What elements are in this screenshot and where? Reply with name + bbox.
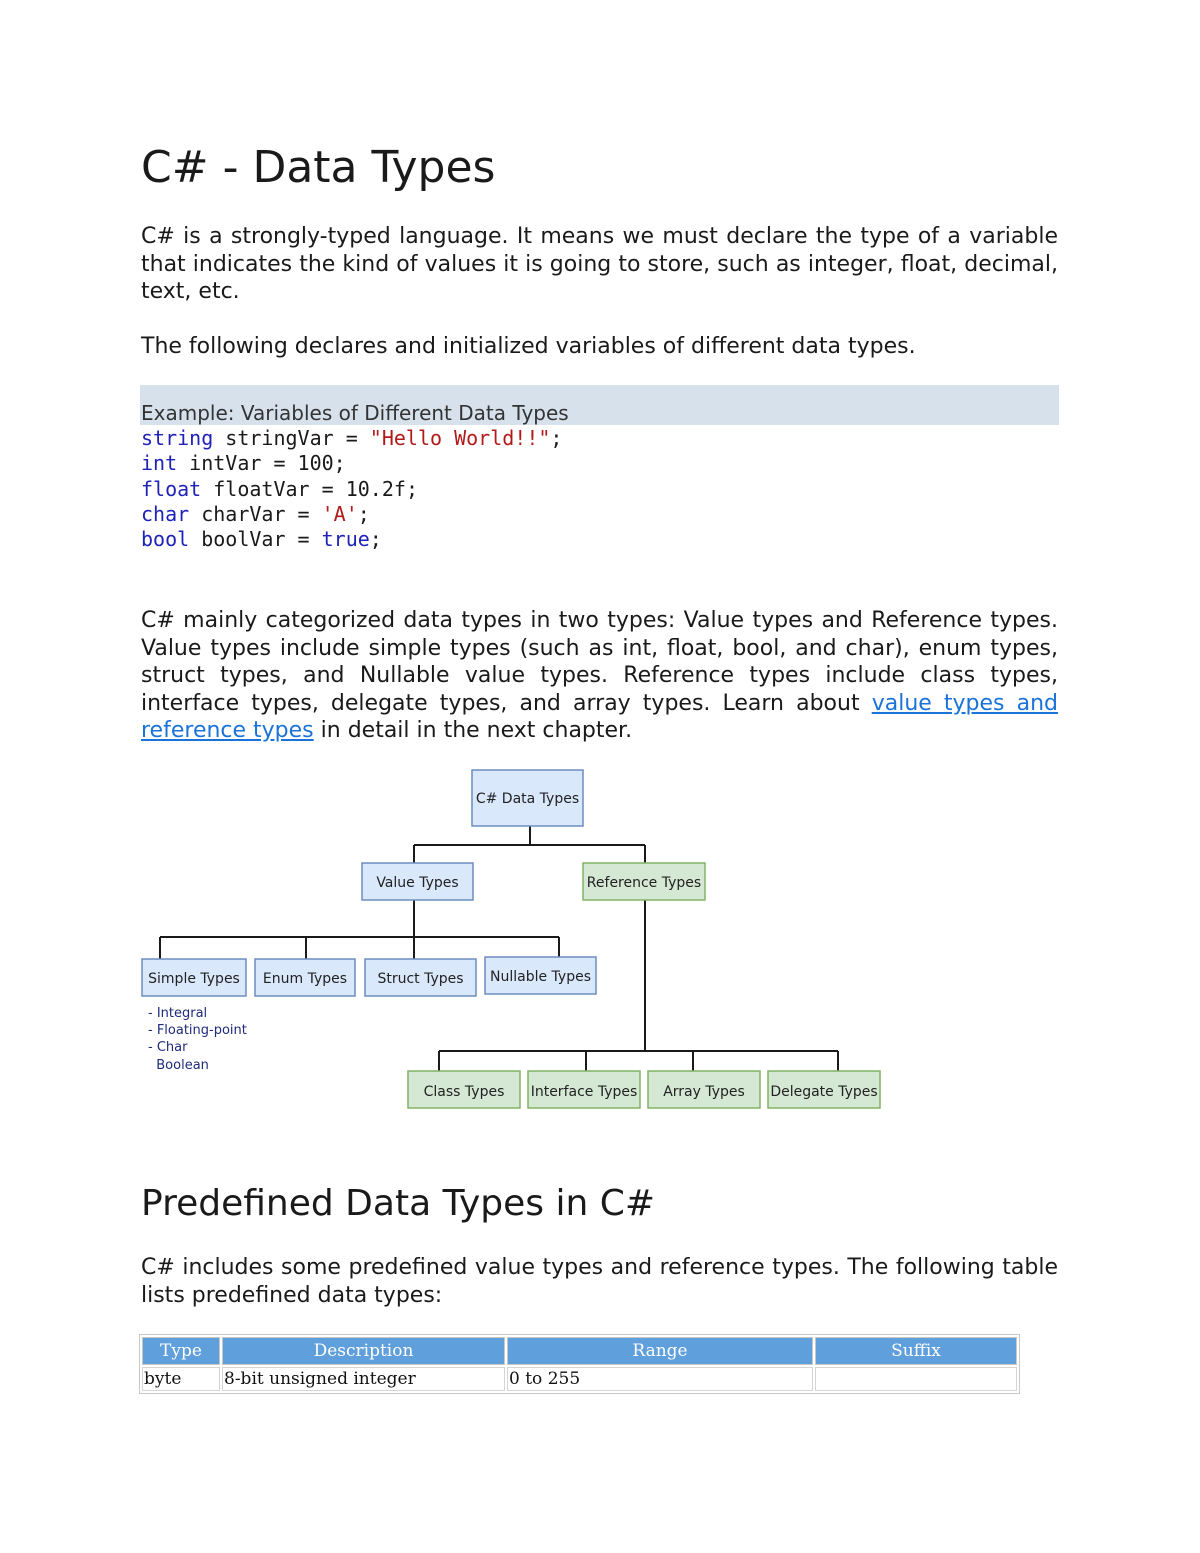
node-simple-types [142,959,246,996]
svg-text:Value Types: Value Types [376,875,459,891]
svg-text:Simple Types: Simple Types [148,971,240,987]
code-block [141,426,562,552]
svg-text:Enum Types: Enum Types [262,971,348,987]
code-line: char charVar = 'A'; [141,501,370,526]
node-reference-types [583,863,705,900]
node-value-types [362,863,473,900]
following-paragraph: The following declares and initialized variables of different data types. [141,334,916,359]
cell-range: 0 to 255 [507,1367,813,1391]
data-types-diagram [140,765,885,1115]
cell-description: 8-bit unsigned integer [222,1367,505,1391]
node-root [472,770,583,826]
column-header-suffix: Suffix [815,1337,1017,1365]
column-header-range: Range [507,1337,813,1365]
node-array-types [648,1071,760,1108]
intro-paragraph: C# is a strongly-typed language. It means we must declare the type of a variable that indicates the kind of values it is going to store, such as integer, float, decimal, text, etc. [141,224,1058,304]
svg-text:Boolean: Boolean [148,1058,209,1073]
categories-paragraph: C# mainly categorized data types in two types: Value types and Reference types. Value types include simple types (such as int, float, bool, and char), enum types, struct types, and Nullable value types. Reference types include class types, interface types, delegate types, and array types. Learn about value types and reference types in detail in the next chapter. [141,608,1059,743]
node-delegate-types [768,1071,880,1108]
code-line: string stringVar = "Hello World!!"; [141,426,563,450]
value-reference-types-link[interactable]: value types and reference types [141,690,1059,743]
svg-text:- Char: - Char [148,1040,188,1055]
node-nullable-types [485,957,596,994]
svg-text:- Floating-point: - Floating-point [148,1023,247,1038]
svg-text:C# Data Types: C# Data Types [475,791,580,807]
cell-type: byte [142,1367,220,1391]
simple-types-notes [148,1006,247,1073]
page-title: C# - Data Types [141,142,496,193]
data-types-table [139,1334,1020,1394]
svg-text:Reference Types: Reference Types [586,875,702,891]
table-row [142,1367,1017,1391]
svg-text:Struct Types: Struct Types [377,971,464,987]
table-header-row [142,1337,1017,1365]
predefined-intro-paragraph: C# includes some predefined value types and reference types. The following table lists predefined data types: [141,1255,1058,1308]
svg-text:Delegate Types: Delegate Types [770,1084,878,1100]
svg-text:Nullable Types: Nullable Types [490,969,591,985]
svg-text:Interface Types: Interface Types [530,1084,638,1100]
example-title: Example: Variables of Different Data Types [141,401,569,425]
diagram-connectors [160,826,838,1071]
code-line: int intVar = 100; [141,451,346,476]
svg-text:Class Types: Class Types [423,1084,505,1100]
node-enum-types [255,959,355,996]
code-line: float floatVar = 10.2f; [141,476,418,501]
node-interface-types [528,1071,640,1108]
column-header-description: Description [222,1337,505,1365]
cell-suffix [815,1367,1017,1391]
svg-text:- Integral: - Integral [148,1006,208,1021]
column-header-type: Type [142,1337,220,1365]
node-struct-types [365,959,476,996]
section-title-predefined: Predefined Data Types in C# [141,1183,656,1224]
node-class-types [408,1071,520,1108]
code-line: bool boolVar = true; [141,527,382,552]
svg-text:Array Types: Array Types [663,1084,745,1100]
